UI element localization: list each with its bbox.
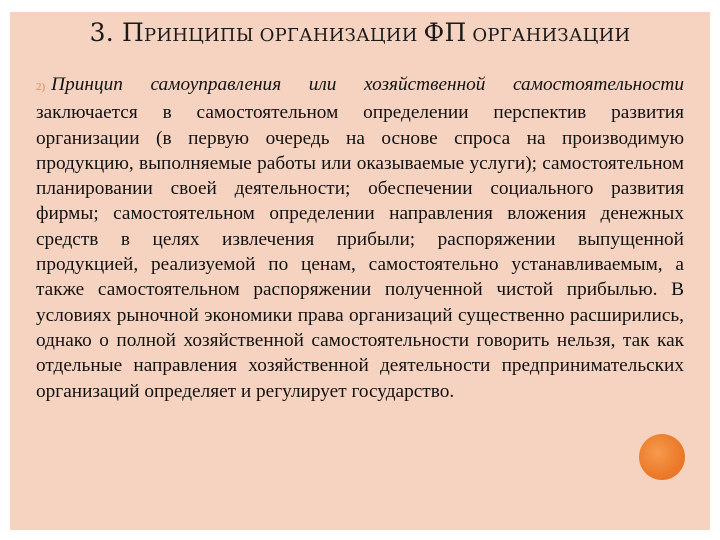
title-abbreviation: ФП xyxy=(423,18,467,47)
slide-title xyxy=(10,18,710,47)
body-paragraph xyxy=(36,72,684,404)
bullet-number: 2) xyxy=(36,81,46,93)
slide xyxy=(10,12,710,530)
title-smallcaps-part-2: ОРГАНИЗАЦИИ xyxy=(466,25,631,46)
principle-name: Принцип самоуправления или хозяйственной самостоятельности xyxy=(51,74,684,95)
title-smallcaps-part-1: РИНЦИПЫ ОРГАНИЗАЦИИ xyxy=(144,25,424,46)
title-first-letters: 3. П xyxy=(89,18,145,47)
decorative-circle xyxy=(639,434,685,480)
principle-description: заключается в самостоятельном определении перспектив развития организации (в первую очередь на основе спроса на производимую продукцию, выполняемые работы или оказываемые услуги); самостоятельном планировании своей деятельности; обеспечении социального развития фирмы; самостоятельном определении направления вложения денежных средств в целях извлечения прибыли; распоряжении выпущенной продукцией, реализуемой по ценам, самостоятельно устанавливаемым, а также самостоятельном распоряжении полученной чистой прибылью. В условиях рыночной экономики права организаций существенно расширились, однако о полной хозяйственной самостоятельности говорить нельзя, так как отдельные направления хозяйственной деятельности предпринимательских организаций определяет и регулирует государство. xyxy=(36,102,684,402)
